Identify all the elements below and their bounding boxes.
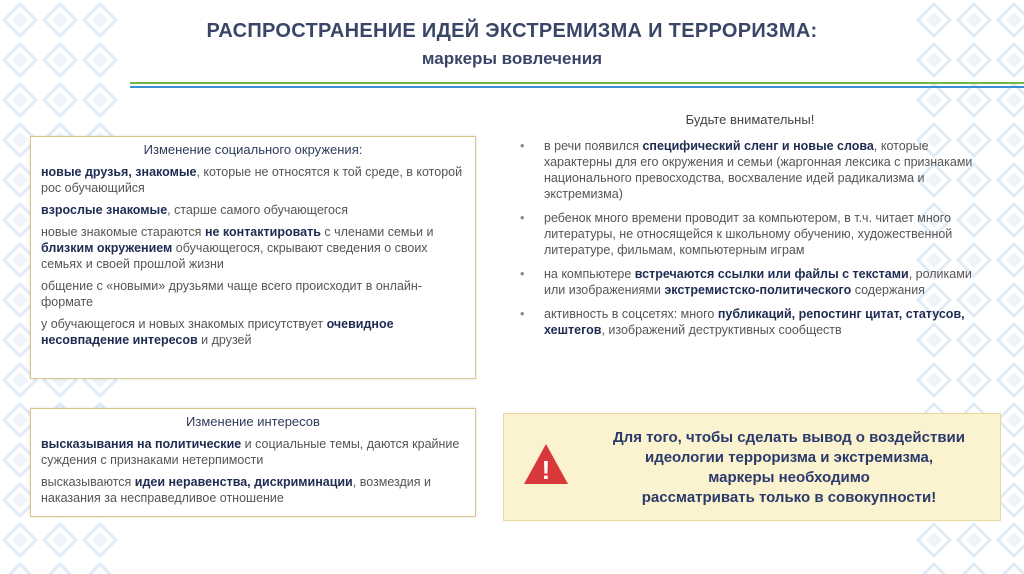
- header-rule-blue: [130, 86, 1024, 88]
- interest-marker-inequality: высказываются идеи неравенства, дискриминации, возмездия и наказания за несправедливое отношение: [41, 475, 431, 505]
- attention-heading: Будьте внимательны!: [685, 112, 815, 127]
- social-marker-interest-mismatch: у обучающегося и новых знакомых присутствует очевидное несовпадение интересов и друзей: [41, 317, 394, 347]
- attention-list: [520, 138, 990, 346]
- warning-icon: [522, 442, 570, 486]
- social-marker-new-friends: новые друзья, знакомые, которые не относятся к той среде, в которой рос обучающийся: [41, 165, 463, 195]
- attention-item-files: • на компьютере встречаются ссылки или файлы с текстами, роликами или изображениями экстремистско-политического содержания: [520, 266, 990, 298]
- conclusion-note: [503, 413, 1001, 521]
- social-marker-no-contact: новые знакомые стараются не контактировать с членами семьи и близким окружением обучающегося, скрывают сведения о своих семьях и своей прошлой жизни: [41, 225, 434, 271]
- social-marker-online: общение с «новыми» друзьями чаще всего происходит в онлайн-формате: [41, 279, 422, 309]
- social-changes-panel: [30, 136, 476, 379]
- conclusion-line-1: Для того, чтобы сделать вывод о воздействии: [613, 429, 965, 446]
- interest-changes-heading: Изменение интересов: [186, 414, 320, 429]
- page-title: РАСПРОСТРАНЕНИЕ ИДЕЙ ЭКСТРЕМИЗМА И ТЕРРОРИЗМА:: [206, 20, 818, 42]
- interest-changes-panel: [30, 408, 476, 517]
- header: [0, 20, 1024, 69]
- attention-item-computer: • ребенок много времени проводит за компьютером, в т.ч. читает много литературы, не относящейся к школьному обучению, художественной литературе, фильмам, компьютерным играм: [520, 210, 990, 258]
- social-changes-heading: Изменение социального окружения:: [143, 142, 363, 157]
- conclusion-line-2: идеологии терроризма и экстремизма,: [644, 449, 934, 466]
- attention-item-slang: • в речи появился специфический сленг и новые слова, которые характерны для его окружения и семьи (жаргонная лексика с признаками национального превосходства, восхваление идей радикализма и экстремизма): [520, 138, 990, 202]
- interest-marker-political: высказывания на политические и социальные темы, даются крайние суждения с признаками нетерпимости: [41, 437, 460, 467]
- conclusion-line-3: маркеры необходимо: [708, 469, 870, 486]
- social-marker-adult-acquaintances: взрослые знакомые, старше самого обучающегося: [41, 203, 349, 217]
- page-subtitle: маркеры вовлечения: [421, 49, 603, 68]
- attention-item-social-networks: • активность в соцсетях: много публикаций, репостинг цитат, статусов, хештегов, изображений деструктивных сообществ: [520, 306, 990, 338]
- header-rule-green: [130, 82, 1024, 84]
- svg-text:!: !: [541, 455, 551, 485]
- conclusion-text: [590, 428, 988, 508]
- conclusion-line-4: рассматривать только в совокупности!: [641, 489, 937, 506]
